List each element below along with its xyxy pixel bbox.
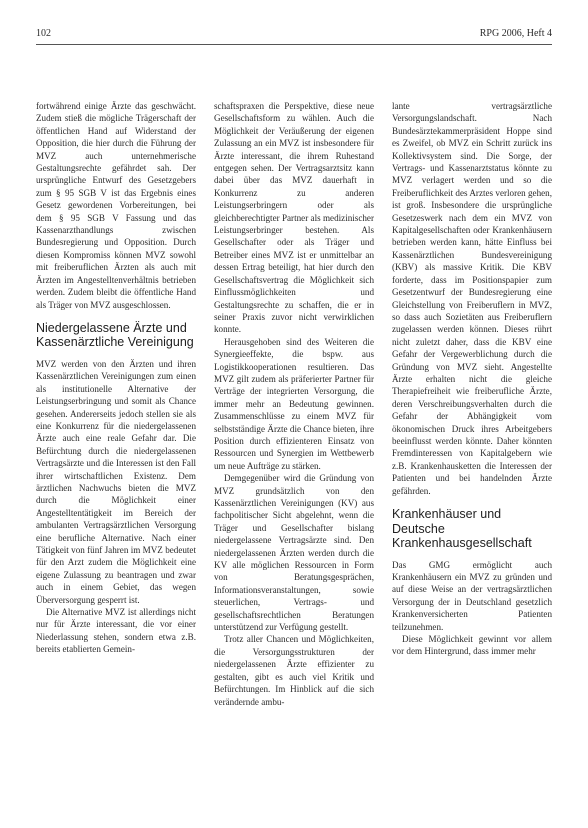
paragraph: Trotz aller Chancen und Möglichkeiten, die Versorgungsstrukturen der niedergelassenen Ärzte effizienter zu gestalten, gibt es auch viel Kritik und Befürchtungen. Im Hinblick auf die sich verändernde ambu- bbox=[214, 634, 374, 707]
section-heading: Niedergelassene Ärzte und Kassenärztliche Vereinigung bbox=[36, 320, 194, 350]
page-number: 102 bbox=[36, 28, 51, 39]
text-column-2 bbox=[214, 100, 374, 790]
paragraph: MVZ werden von den Ärzten und ihren Kassenärztlichen Vereinigungen zum einen als institutionelle Alternative der Leistungserbringung und somit als Chance gesehen. Andererseits jedoch stellen sie als eine Konkurrenz für die niedergelassenen Ärzte auch eine reale Gefahr dar. Die Befürchtung durch die niedergelassenen Vertragsärzte und die Interessen ist den Fall ihrer wirtschaftlichen Existenz. Dem ärztlichen Nachwuchs bieten die MVZ durch die Möglichkeit einer Angestelltentätigkeit im Bereich der ambulanten Vertragsärztlichen Versorgung eine berufliche Alternative. Nach einer Tätigkeit von fünf Jahren im MVZ bedeutet für den Arzt zudem die Möglichkeit eine eigene Zulassung zu beantragen und zwar auch in einem Gebiet, das wegen Überversorgung gesperrt ist. bbox=[36, 358, 196, 605]
page-header bbox=[36, 28, 552, 44]
text-column-3 bbox=[392, 100, 552, 790]
paragraph: Herausgehoben sind des Weiteren die Synergieeffekte, die bspw. aus Logistikkooperationen resultieren. Das MVZ gilt zudem als präferierter Partner für Verträge der integrierten Versorgung, die immer mehr an Bedeutung gewinnen. Zusammenschlüsse zu einem MVZ für selbstständige Ärzte die Chance bieten, ihre Position durch effizienteren Einsatz von Ressourcen und Synergien im Wettbewerb um neue Aufträge zu stärken. bbox=[214, 336, 374, 471]
paragraph: Demgegenüber wird die Gründung von MVZ grundsätzlich von den Kassenärztlichen Vereinigungen (KV) aus fachpolitischer Sicht abgelehnt, wenn die Träger und Gesellschafter bislang niedergelassene Vertragsärzte sind. Den niedergelassenen Ärzten werden durch die KV alle möglichen Ressourcen in Form von Beratungsgesprächen, Informationsveranstaltungen, sowie steuerlichen, Vertrags- und gesellschaftsrechtlichen Beratungen unterstützend zur Verfügung gestellt. bbox=[214, 473, 374, 633]
paragraph: lante vertragsärztliche Versorgungslandschaft. Nach Bundesärztekammerpräsident Hoppe sind es Zweifel, ob MVZ ein Schritt zurück ins Kollektivsystem sind. Die Sorge, der Vertrags- und Kassenarztstatus könnte zu MVZ verlagert werden und so die Freiberuflichkeit des Arztes verloren gehen, ist groß. Insbesondere die ursprüngliche Gesetzeswerk nach dem ein MVZ von Kapitalgesellschaften oder Krankenhäusern betrieben werden kann, hätte Einfluss bei Kassenärztlichen Bundesvereinigung (KBV) als massive Kritik. Die KBV forderte, dass im Positionspapier zum Gesetzentwurf der Bundesregierung eine Gleichstellung von Freiberuflern in MVZ, so dass auch Sozietäten aus Freiberuflern zugelassen werden können. Dieses rührt nicht zuletzt daher, dass die KBV eine Gefahr der Vergewerblichung durch die Gründung von MVZ sieht. Angestellte Ärzte erhalten nicht die gleiche Therapiefreiheit wie freiberufliche Ärzte, deren Verschreibungsverhalten durch die Gefahr der Abhängigkeit vom ökonomischen Druck ihres Arbeitgebers beeinflusst werden könnte. Daher könnten Fremdinteressen von Kapitalgebern wie z.B. Krankenhausketten die Interessen der Patienten und bei handelnden Ärzte gefährden. bbox=[392, 101, 552, 496]
paragraph: Das GMG ermöglicht auch Krankenhäusern ein MVZ zu gründen und auf diese Weise an der vertragsärztlichen Versorgung der in Deutschland gesetzlich Krankenversicherten Patienten teilzunehmen. bbox=[392, 559, 552, 632]
article-body bbox=[36, 100, 556, 790]
paragraph: fortwährend einige Ärzte das geschwächt. Zudem stieß die mögliche Trägerschaft der öffentlichen Hand auf Widerstand der Opposition, die hier durch die Führung der MVZ auch unternehmerische Gestaltungsrechte gefährdet sah. Der ursprüngliche Entwurf des Gesetzgebers zum § 95 SGB V ist das Ergebnis eines Gesetz gewordenen Vorbereitungen, bei dem § 95 SGB V Fassung und das Kassenarzthandlungs zwischen Bundesregierung und Opposition. Durch diesen Kompromiss können MVZ sowohl mit freiberuflichen Ärzten als auch mit Ärzten im Angestelltenverhältnis betrieben werden. Zudem bleibt die öffentliche Hand als Träger von MVZ ausgeschlossen. bbox=[36, 101, 196, 310]
journal-reference: RPG 2006, Heft 4 bbox=[479, 28, 552, 39]
text-column-1 bbox=[36, 100, 196, 790]
section-heading: Krankenhäuser und Deutsche Krankenhausgesellschaft bbox=[392, 507, 532, 550]
paragraph: schaftspraxen die Perspektive, diese neue Gesellschaftsform zu wählen. Auch die Möglichkeit der Veräußerung der eigenen Zulassung an ein MVZ ist insbesondere für Ärzte interessant, die ihrem Ruhestand entgegen sehen. Der Vertragsarztsitz kann dabei über das MVZ dauerhaft in Konkurrenz zu anderen Leistungserbringern oder als gleichberechtigter Partner als medizinischer Leistungserbringer bestehen. Als Gesellschafter oder als Träger und Betreiber eines MVZ ist er unmittelbar an dessen Ertrag beteiligt, hat hier durch den Gesellschaftsvertrag die Möglichkeit sich Einflussmöglichkeiten und Gestaltungsrechte zu schaffen, die er in seiner Praxis zuvor nicht verwirklichen konnte. bbox=[214, 101, 374, 335]
header-divider bbox=[36, 44, 552, 45]
paragraph: Diese Möglichkeit gewinnt vor allem vor dem Hintergrund, dass immer mehr bbox=[392, 633, 552, 657]
paragraph: Die Alternative MVZ ist allerdings nicht nur für Ärzte interessant, die vor einer Niederlassung stehen, sondern etwa z.B. bereits etablierten Gemein- bbox=[36, 607, 196, 655]
